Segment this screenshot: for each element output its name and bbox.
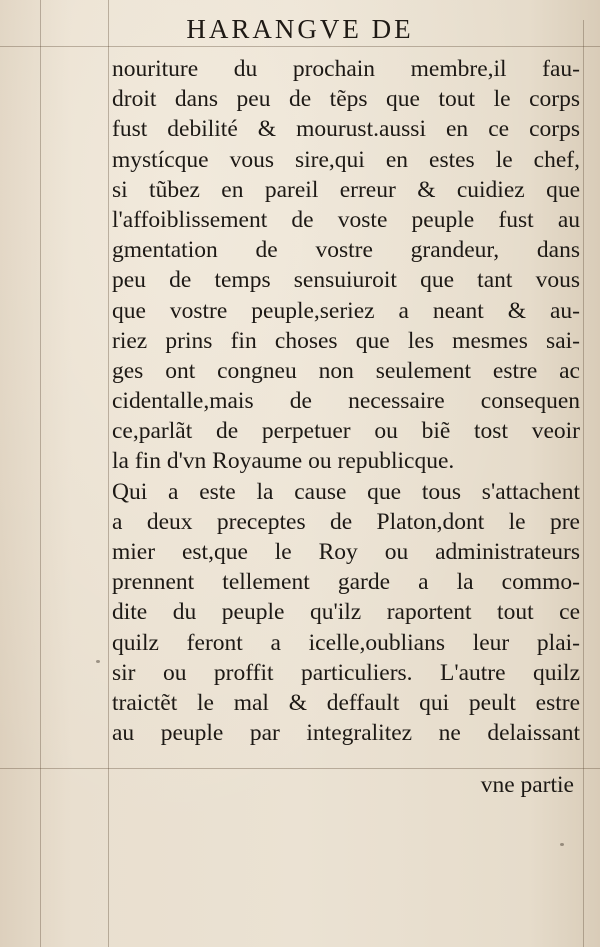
text-line: droit dans peu de tẽps que tout le corps xyxy=(112,86,580,113)
text-right-rule xyxy=(583,20,584,947)
text-line: Qui a este la cause que tous s'attachent xyxy=(112,478,580,505)
text-line: la fin d'vn Royaume ou republicque. xyxy=(112,448,455,475)
page-text xyxy=(112,54,580,748)
header-rule xyxy=(0,46,600,47)
text-line: traictẽt le mal & deffault qui peult estre xyxy=(112,689,580,716)
text-line: nouriture du prochain membre,il fau- xyxy=(112,56,580,82)
text-line: cidentalle,mais de necessaire consequen xyxy=(112,388,580,415)
text-line: a deux preceptes de Platon,dont le pre xyxy=(112,508,580,535)
text-line: mier est,que le Roy ou administrateurs xyxy=(112,539,580,565)
text-line: l'affoiblissement de voste peuple fust au xyxy=(112,206,580,233)
text-line: dite du peuple qu'ilz raportent tout ce xyxy=(112,599,580,626)
text-line: au peuple par integralitez ne delaissant xyxy=(112,720,580,747)
text-line: fust debilité & mourust.aussi en ce corps xyxy=(112,116,580,143)
catchword: vne partie xyxy=(480,772,574,798)
ink-speck xyxy=(96,660,100,663)
text-line: que vostre peuple,seriez a neant & au- xyxy=(112,297,580,324)
text-line: ce,parlãt de perpetuer ou biẽ tost veoir xyxy=(112,418,580,445)
text-line: riez prins fin choses que les mesmes sai- xyxy=(112,327,580,354)
ink-speck xyxy=(560,843,564,846)
footer-rule xyxy=(0,768,600,769)
running-title: HARANGVE DE xyxy=(186,14,414,44)
text-line: quilz feront a icelle,oublians leur plai- xyxy=(112,629,580,656)
text-line: peu de temps sensuiuroit que tant vous xyxy=(112,267,580,294)
text-line: gmentation de vostre grandeur, dans xyxy=(112,237,580,264)
text-line: si tũbez en pareil erreur & cuidiez que xyxy=(112,176,580,203)
text-line: ges ont congneu non seulement estre ac xyxy=(112,357,580,384)
left-margin-rule xyxy=(40,0,41,947)
text-line: prennent tellement garde a la commo- xyxy=(112,569,580,596)
text-line: mystícque vous sire,qui en estes le chef, xyxy=(112,146,580,173)
text-line: sir ou proffit particuliers. L'autre quilz xyxy=(112,659,580,686)
text-left-rule xyxy=(108,0,109,947)
